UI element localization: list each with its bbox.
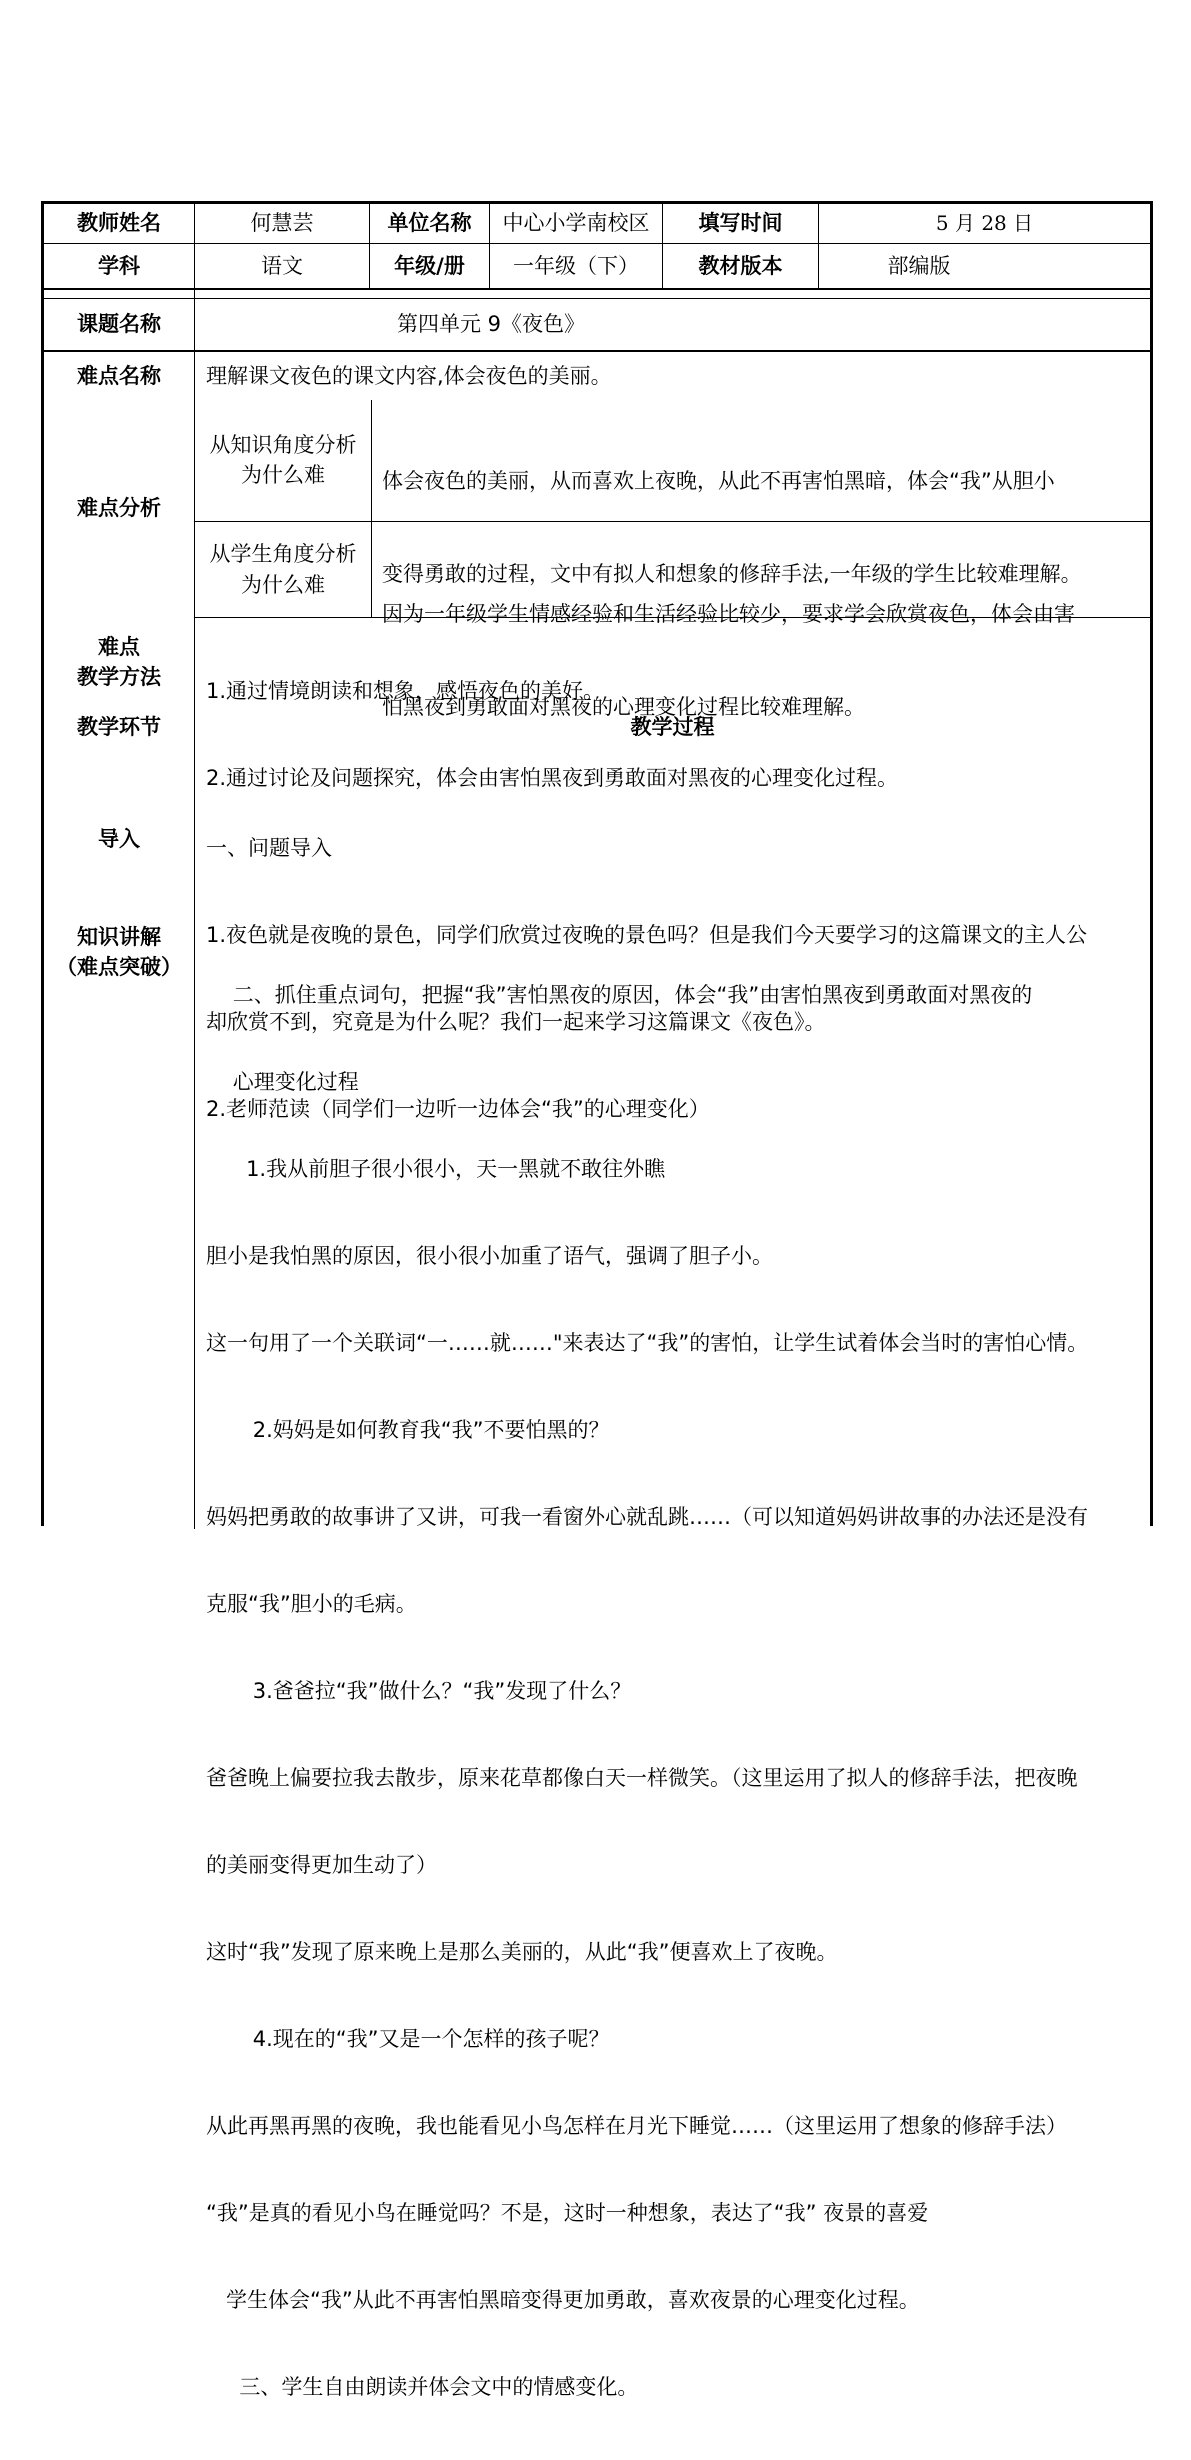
edition-label: 教材版本 xyxy=(698,253,783,278)
analysis-label: 难点分析 xyxy=(77,495,161,520)
lesson-plan-table xyxy=(41,201,1153,2399)
method-label: 难点 教学方法 xyxy=(77,634,161,689)
difficulty-value: 理解课文夜色的课文内容,体会夜色的美丽。 xyxy=(206,363,612,388)
knowledge-angle-text: 体会夜色的美丽，从而喜欢上夜晚，从此不再害怕黑暗，体会“我”从胆小 变得勇敢的过程，文中有拟人和想象的修辞手法,一年级的学生比较难理解。 xyxy=(382,469,1082,586)
subject-value: 语文 xyxy=(261,253,303,278)
col-divider xyxy=(371,400,372,617)
topic-value: 第四单元 9《夜色》 xyxy=(397,312,586,337)
method-text: 1.通过情境朗读和想象，感悟夜色的美好。 2.通过讨论及问题探究，体会由害怕黑夜到勇敢面对黑夜的心理变化过程。 xyxy=(206,679,899,790)
intro-label: 导入 xyxy=(98,826,140,851)
unit-name-label: 单位名称 xyxy=(387,211,472,236)
unit-name-value: 中心小学南校区 xyxy=(502,211,650,236)
difficulty-label: 难点名称 xyxy=(77,363,161,388)
knowledge-label: 知识讲解 （难点突破） xyxy=(56,924,182,979)
fill-date-value: 5 月 28 日 xyxy=(935,211,1034,235)
intro-text: 一、问题导入 1.夜色就是夜晚的景色，同学们欣赏过夜晚的景色吗？但是我们今天要学习的这篇课文的主人公 却欣赏不到，究竟是为什么呢？我们一起来学习这篇课文《夜色》。 2.老师范读（同学们一边听一边体会“我”的心理变化） xyxy=(206,836,1088,1121)
fill-date-label: 填写时间 xyxy=(698,211,783,236)
process-stage-label: 教学环节 xyxy=(77,714,161,739)
knowledge-angle-label: 从知识角度分析 为什么难 xyxy=(209,432,357,487)
edition-value: 部编版 xyxy=(887,253,951,278)
row-divider xyxy=(44,288,1150,290)
teacher-name-value: 何慧芸 xyxy=(250,211,314,236)
subject-label: 学科 xyxy=(98,253,140,278)
teacher-name-label: 教师姓名 xyxy=(77,211,161,236)
student-angle-text: 因为一年级学生情感经验和生活经验比较少，要求学会欣赏夜色，体会由害 怕黑夜到勇敢面对黑夜的心理变化过程比较难理解。 xyxy=(382,602,1075,719)
grade-label: 年级/册 xyxy=(394,253,465,278)
process-title: 教学过程 xyxy=(630,714,715,739)
topic-label: 课题名称 xyxy=(77,312,161,337)
knowledge-text: 二、抓住重点词句，把握“我”害怕黑夜的原因，体会“我”由害怕黑夜到勇敢面对黑夜的 心理变化过程 1.我从前胆子很小很小，天一黑就不敢往外瞧 胆小是我怕黑的原因，很小很小加重了语气，强调了胆子小。 这一句用了一个关联词“一……就……"来表达了“我”的害怕，让学生试着体会当时的害怕心情。 2.妈妈是如何教育我“我”不要怕黑的？ 妈妈把勇敢的故事讲了又讲，可我一看窗外心就乱跳……（可以知道妈妈讲故事的办法还是没有 克服“我”胆小的毛病。 3.爸爸拉“我”做什么？“我”发现了什么？ 爸爸晚上偏要拉我去散步，原来花草都像白天一样微笑。（这里运用了拟人的修辞手法，把夜晚 的美丽变得更加生动了） 这时“我”发现了原来晚上是那么美丽的，从此“我”便喜欢上了夜晚。 4.现在的“我”又是一个怎样的孩子呢？ 从此再黑再黑的夜晚，我也能看见小鸟怎样在月光下睡觉……（这里运用了想象的修辞手法） “我”是真的看见小鸟在睡觉吗？不是，这时一种想象，表达了“我” 夜景的喜爱 学生体会“我”从此不再害怕黑暗变得更加勇敢，喜欢夜景的心理变化过程。 三、学生自由朗读并体会文中的情感变化。 xyxy=(206,983,1089,2399)
grade-value: 一年级（下） xyxy=(513,253,639,278)
student-angle-label: 从学生角度分析 为什么难 xyxy=(209,542,357,597)
